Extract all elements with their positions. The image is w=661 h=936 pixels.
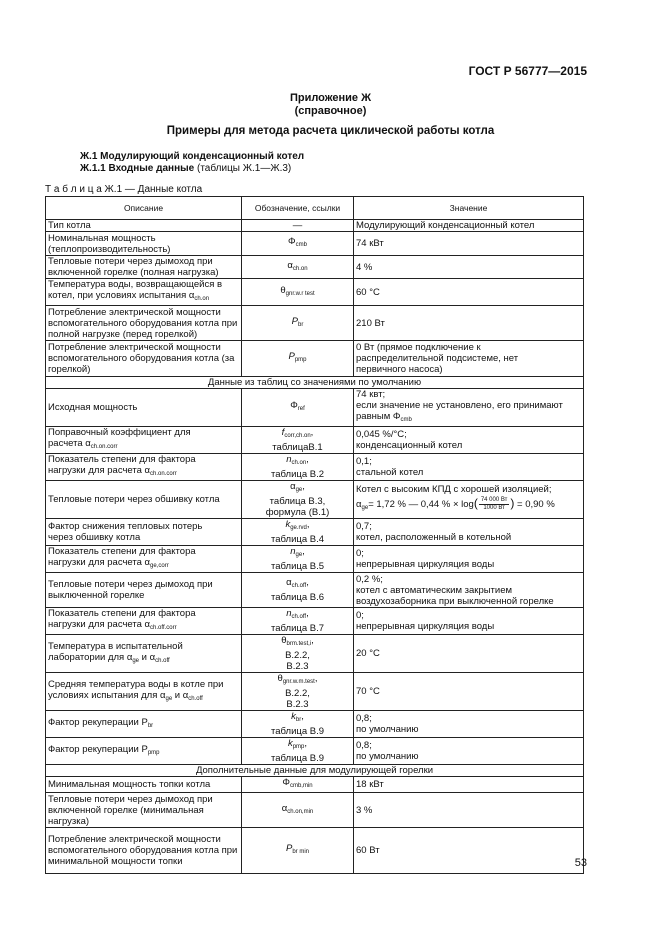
column-header-description: Описание: [46, 197, 242, 220]
description-subscript: ge: [132, 657, 140, 664]
symbol-line: [244, 519, 351, 534]
cell-value: [354, 573, 584, 608]
value-line: первичного насоса): [356, 364, 443, 375]
subsection-heading: [80, 163, 291, 174]
cell-value: 70 °С: [354, 673, 584, 711]
description-text: Фактор рекуперации P: [48, 743, 148, 755]
symbol-line: [244, 711, 351, 726]
cell-symbol: [242, 777, 354, 793]
value-line: 0,045 %/°С;: [356, 429, 407, 440]
symbol-line: В.2.3: [286, 699, 309, 710]
symbol-text: n: [286, 608, 292, 619]
description-line: [48, 652, 239, 667]
table-row: [46, 220, 584, 232]
cell-description: [46, 519, 242, 546]
cell-description: Тип котла: [46, 220, 242, 232]
symbol-line: [244, 577, 351, 592]
cell-symbol: [242, 793, 354, 828]
value-line: 0;: [356, 548, 364, 559]
symbol-tail: ,: [302, 481, 305, 492]
symbol-subscript: ch.on: [291, 460, 307, 466]
value-line: стальной котел: [356, 467, 424, 478]
value-line: 0,7;: [356, 521, 372, 532]
cell-symbol: [242, 481, 354, 519]
table-row: [46, 279, 584, 306]
cell-description: [46, 546, 242, 573]
symbol-subscript: ref: [297, 406, 305, 412]
description-line: Тепловые потери через дымоход при: [48, 579, 213, 590]
cell-description: [46, 427, 242, 454]
value-line: 0,8;: [356, 740, 372, 751]
formula-line: [356, 497, 581, 514]
cell-symbol: [242, 341, 354, 377]
cell-description: Потребление электрической мощности вспомогательного оборудования котла (за горелкой): [46, 341, 242, 377]
symbol-line: таблица В.7: [270, 623, 324, 634]
description-subscript: pmp: [147, 749, 160, 756]
cell-description: [46, 279, 242, 306]
symbol-subscript: cmb: [295, 242, 307, 248]
cell-description: Тепловые потери через обшивку котла: [46, 481, 242, 519]
cell-description: [46, 608, 242, 635]
column-header-symbol: Обозначение, ссылки: [242, 197, 354, 220]
cell-value: [354, 427, 584, 454]
cell-description: [46, 673, 242, 711]
symbol-line: [244, 454, 351, 469]
symbol-tail: ,: [314, 673, 318, 684]
symbol-subscript: ge: [295, 552, 303, 558]
symbol-line: таблица В.5: [270, 561, 324, 572]
description-line: [48, 690, 239, 705]
symbol-subscript: brm.test,i: [286, 641, 312, 647]
table-row: [46, 481, 584, 519]
symbol-text: θ: [280, 284, 286, 296]
description-line: Показатель степени для фактора: [48, 546, 196, 557]
symbol-line: В.2.2,: [285, 650, 310, 661]
cell-description: Исходная мощность: [46, 389, 242, 427]
symbol-tail: ,: [311, 635, 314, 646]
symbol-text: θ: [281, 635, 287, 646]
symbol-line: таблица В.9: [270, 726, 324, 737]
cell-value: Модулирующий конденсационный котел: [354, 220, 584, 232]
value-line: 0,2 %;: [356, 573, 383, 585]
cell-symbol: [242, 306, 354, 341]
description-text: Температура воды, возвращающейся в котел, при условиях испытания α: [48, 279, 223, 301]
appendix-subtitle: (справочное): [294, 105, 367, 117]
table-row: [46, 635, 584, 673]
symbol-tail: ,: [310, 427, 314, 438]
description-text: и α: [139, 651, 156, 663]
cell-symbol: [242, 711, 354, 738]
symbol-line: В.2.2,: [285, 688, 310, 699]
value-line: воздухозаборника при выключенной горелке: [356, 595, 554, 607]
cell-value: [354, 389, 584, 427]
subsection-number: Ж.1.1 Входные данные: [80, 163, 195, 174]
description-text: лаборатории для α: [48, 651, 133, 663]
column-header-value: Значение: [354, 197, 584, 220]
symbol-subscript: pmp: [294, 357, 307, 363]
appendix-title: Приложение Ж: [289, 92, 372, 104]
symbol-subscript: br min: [292, 849, 309, 855]
symbol-text: k: [287, 738, 293, 749]
cell-symbol: [242, 573, 354, 608]
description-subscript: br: [147, 722, 154, 729]
cell-value: 3 %: [354, 793, 584, 828]
symbol-line: [244, 635, 351, 650]
description-subscript: ch.off: [155, 657, 170, 664]
symbol-text: θ: [277, 673, 283, 684]
value-line: Котел с высоким КПД с хорошей изоляцией;: [356, 484, 552, 496]
value-text: равным Φ: [356, 411, 401, 422]
symbol-subscript: br: [295, 717, 302, 723]
symbol-text: Φ: [288, 236, 296, 247]
symbol-text: α: [286, 577, 292, 588]
table-row: [46, 608, 584, 635]
table-row: [46, 232, 584, 256]
cell-symbol: [242, 389, 354, 427]
symbol-line: [244, 608, 351, 623]
symbol-text: n: [290, 546, 296, 557]
cell-value: [354, 519, 584, 546]
description-text: условиях испытания для α: [48, 689, 166, 701]
cell-value: 18 кВт: [354, 777, 584, 793]
fraction-numerator: 74 000 Вт: [480, 497, 508, 504]
formula-result: = 0,90 %: [517, 499, 555, 511]
table-row: [46, 454, 584, 481]
symbol-subscript: pmp: [292, 744, 305, 750]
table-section-row: [46, 377, 584, 389]
symbol-text: Φ: [282, 777, 290, 788]
value-line: 0;: [356, 610, 364, 621]
symbol-line: таблица В.3,: [269, 496, 326, 507]
symbol-line: [244, 481, 351, 496]
cell-value: 60 °С: [354, 279, 584, 306]
cell-symbol: [242, 279, 354, 306]
table-row: [46, 519, 584, 546]
description-text: расчета α: [48, 438, 91, 449]
value-subscript: cmb: [400, 417, 412, 423]
cell-value: 20 °С: [354, 635, 584, 673]
description-line: [48, 438, 239, 453]
description-line: Температура в испытательной: [48, 640, 183, 652]
symbol-line: [244, 738, 351, 753]
symbol-tail: ,: [306, 608, 309, 619]
symbol-tail: ,: [306, 519, 310, 530]
cell-description: Номинальная мощность (теплопроизводительность): [46, 232, 242, 256]
symbol-text: k: [285, 519, 291, 530]
cell-value: [354, 481, 584, 519]
description-subscript: ge,corr: [150, 563, 169, 569]
value-line: конденсационный котел: [356, 440, 463, 451]
table-section-row: [46, 765, 584, 777]
description-text: и α: [172, 689, 189, 701]
description-subscript: ch.on.corr: [90, 444, 118, 450]
formula-symbol: α: [356, 499, 362, 511]
symbol-line: таблица В.2: [270, 469, 324, 480]
symbol-subscript: ch.on: [292, 265, 308, 272]
cell-symbol: [242, 828, 354, 874]
document-title: Примеры для метода расчета циклической работы котла: [166, 125, 495, 137]
description-line: Показатель степени для фактора: [48, 454, 196, 465]
cell-description: Потребление электрической мощности вспомогательного оборудования котла при минимальной мощности топки: [46, 828, 242, 874]
symbol-line: таблица В.4: [270, 534, 324, 545]
symbol-line: [244, 546, 351, 561]
description-subscript: ch.on: [194, 296, 210, 302]
description-subscript: ch.on.corr: [150, 471, 177, 477]
cell-symbol: [242, 256, 354, 279]
symbol-tail: ,: [306, 454, 309, 465]
description-line: через обшивку котла: [48, 532, 141, 543]
symbol-line: формула (В.1): [265, 507, 330, 518]
cell-value: 4 %: [354, 256, 584, 279]
symbol-text: P: [285, 843, 293, 854]
description-subscript: ch.off.corr: [150, 625, 177, 631]
cell-description: [46, 573, 242, 608]
description-line: Поправочный коэффициент для: [48, 427, 191, 438]
symbol-text: P: [291, 315, 298, 327]
value-line: непрерывная циркуляция воды: [356, 621, 495, 632]
symbol-text: Φ: [290, 400, 298, 411]
cell-description: Тепловые потери через дымоход при включенной горелке (полная нагрузка): [46, 256, 242, 279]
symbol-subscript: br: [298, 321, 304, 328]
symbol-text: P: [288, 351, 295, 362]
symbol-tail: ,: [306, 577, 309, 588]
cell-symbol: [242, 427, 354, 454]
cell-symbol: [242, 635, 354, 673]
symbol-text: n: [286, 454, 292, 465]
cell-value: [354, 454, 584, 481]
symbol-line: таблица В.6: [270, 592, 324, 603]
table-row: [46, 546, 584, 573]
description-line: Средняя температура воды в котле при: [48, 678, 224, 690]
formula-subscript: ge: [361, 505, 369, 512]
value-line: по умолчанию: [356, 751, 419, 762]
cell-description: [46, 738, 242, 765]
cell-description: Тепловые потери через дымоход при включенной горелке (минимальная нагрузка): [46, 793, 242, 828]
symbol-line: таблицаВ.1: [272, 442, 323, 453]
section-row-label: Дополнительные данные для модулирующей горелки: [46, 765, 584, 777]
table-row: [46, 673, 584, 711]
symbol-subscript: ch.off: [291, 583, 307, 589]
table-row: [46, 389, 584, 427]
value-line: по умолчанию: [356, 724, 419, 735]
cell-value: [354, 546, 584, 573]
description-line: Показатель степени для фактора: [48, 608, 196, 619]
symbol-subscript: corr,ch.on: [284, 433, 311, 439]
value-line: котел, расположенный в котельной: [356, 532, 512, 543]
symbol-subscript: gnr.w.r test: [285, 290, 315, 297]
cell-value: 74 кВт: [354, 232, 584, 256]
cell-description: Потребление электрической мощности вспомогательного оборудования котла при полной нагрузке (перед горелкой): [46, 306, 242, 341]
table-row: [46, 256, 584, 279]
table-row: [46, 793, 584, 828]
section-row-label: Данные из таблиц со значениями по умолчанию: [46, 377, 584, 389]
table-row: [46, 427, 584, 454]
gost-header: ГОСТ Р 56777—2015: [468, 64, 587, 78]
table-row: [46, 341, 584, 377]
cell-symbol: [242, 738, 354, 765]
table-header-row: [46, 197, 584, 220]
description-line: [48, 465, 239, 480]
symbol-line: В.2.3: [286, 661, 309, 672]
cell-symbol: [242, 608, 354, 635]
description-line: [48, 619, 239, 634]
value-line: распределительной подсистеме, нет: [356, 353, 519, 364]
symbol-text: α: [290, 481, 296, 492]
value-line: 0,1;: [356, 456, 372, 467]
table-row: [46, 777, 584, 793]
cell-value: [354, 608, 584, 635]
cell-description: [46, 635, 242, 673]
description-subscript: ge: [165, 695, 173, 702]
symbol-subscript: ge.rvd: [290, 525, 307, 531]
description-line: [48, 557, 239, 572]
value-line: котел с автоматическим закрытием: [356, 584, 513, 596]
symbol-subscript: ch.off: [291, 614, 307, 620]
page-number: 53: [574, 857, 587, 869]
value-line: 0 Вт (прямое подключение к: [356, 342, 481, 353]
cell-symbol: [242, 519, 354, 546]
boiler-data-table: [45, 196, 584, 874]
cell-value: 210 Вт: [354, 306, 584, 341]
symbol-text: α: [281, 802, 288, 814]
symbol-line: [244, 427, 351, 442]
cell-symbol: [242, 673, 354, 711]
table-row: [46, 711, 584, 738]
cell-value: [354, 711, 584, 738]
symbol-tail: ,: [302, 546, 305, 557]
symbol-tail: ,: [304, 738, 308, 749]
symbol-subscript: gnr.w.m.test: [282, 679, 315, 685]
description-line: Фактор снижения тепловых потерь: [48, 521, 203, 532]
value-line: непрерывная циркуляция воды: [356, 559, 495, 570]
cell-symbol: —: [242, 220, 354, 232]
table-row: [46, 738, 584, 765]
cell-description: [46, 711, 242, 738]
cell-symbol: [242, 454, 354, 481]
symbol-subscript: ch.on,min: [287, 808, 314, 815]
value-line: 74 квт;: [356, 389, 386, 400]
cell-value: 60 Вт: [354, 828, 584, 874]
description-subscript: ch.off: [188, 695, 203, 702]
cell-value: [354, 738, 584, 765]
right-paren: ): [510, 496, 515, 511]
cell-description: [46, 454, 242, 481]
symbol-tail: ,: [301, 711, 304, 722]
description-text: нагрузки для расчета α: [48, 465, 151, 476]
symbol-line: таблица В.9: [270, 753, 324, 764]
value-line: [356, 411, 581, 426]
cell-description: Минимальная мощность топки котла: [46, 777, 242, 793]
table-row: [46, 573, 584, 608]
cell-value: [354, 341, 584, 377]
symbol-line: [244, 673, 351, 688]
left-paren: (: [473, 496, 478, 511]
table-row: [46, 306, 584, 341]
symbol-subscript: cmb,min: [289, 783, 313, 789]
description-text: нагрузки для расчета α: [48, 619, 151, 630]
fraction: [479, 497, 510, 512]
symbol-text: k: [291, 711, 296, 722]
value-line: если значение не установлено, его принимают: [356, 400, 563, 411]
value-line: 0,8;: [356, 713, 372, 724]
cell-symbol: [242, 546, 354, 573]
subsection-reference: (таблицы Ж.1—Ж.3): [194, 163, 292, 174]
description-text: Фактор рекуперации P: [48, 716, 148, 728]
formula-text: = 1,72 % — 0,44 % × log: [368, 499, 474, 511]
symbol-text: α: [287, 259, 293, 271]
symbol-text: f: [281, 427, 285, 438]
table-row: [46, 828, 584, 874]
section-heading: Ж.1 Модулирующий конденсационный котел: [80, 151, 305, 162]
fraction-denominator: 1000 Вт: [483, 505, 505, 512]
symbol-subscript: ge: [295, 487, 303, 493]
appendix-heading: [0, 92, 661, 118]
description-line: выключенной горелке: [48, 590, 145, 601]
table-caption: Т а б л и ц а Ж.1 — Данные котла: [45, 184, 203, 195]
cell-symbol: [242, 232, 354, 256]
description-text: нагрузки для расчета α: [48, 557, 151, 568]
